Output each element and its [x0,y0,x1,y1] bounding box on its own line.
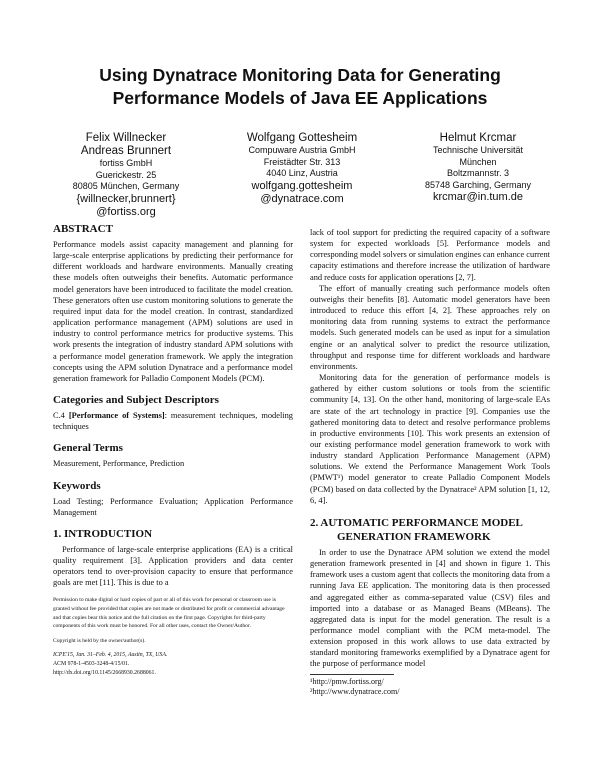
keywords-heading: Keywords [53,479,101,492]
left-column [53,222,293,677]
isbn-line: ACM 978-1-4503-3248-4/15/01. [53,661,130,667]
permission-notice: Permission to make digital or hard copies of part or all of this work for personal or classroom use is granted without fee provided that copies are not made or distributed for profit or commercial advantage and that copies bear this notice and the full citation on the first page. Copyrights for third-party components of this work must be honored. For all other uses, contact the Owner/Author. [53,597,285,630]
author-name: Andreas Brunnert [80,145,172,157]
introduction-heading: 1. INTRODUCTION [53,527,153,540]
footnote-divider [310,674,394,675]
author-name: Felix Willnecker [85,132,167,144]
author-2 [216,132,388,219]
categories-rest: : measurement techniques, modeling techniques [53,411,293,432]
section-2-heading-line: 2. AUTOMATIC PERFORMANCE MODEL [310,516,523,529]
abstract-heading: ABSTRACT [53,223,113,235]
author-affiliation: Boltzmannstr. 3 [446,168,510,178]
copyright-notice: Copyright is held by the owner/author(s). [53,637,146,644]
introduction-text: Performance of large-scale enterprise applications (EA) is a critical quality requirement [3]. Application providers and data center operators tend to over-provision capacity to ensure that performance goals are met [11]. This is due to a [53,544,293,588]
author-affiliation: Technische Universität [432,145,524,155]
title-line-1: Using Dynatrace Monitoring Data for Generating [99,65,501,85]
author-affiliation: 4040 Linz, Austria [266,168,338,178]
general-terms-text: Measurement, Performance, Prediction [53,459,185,469]
author-name: Helmut Krcmar [439,132,517,144]
categories-text [53,410,293,432]
keywords-text: Load Testing; Performance Evaluation; Application Performance Management [53,496,293,517]
section-2-heading [310,516,550,544]
footnote-1: ¹http://pmw.fortiss.org/ [310,676,384,686]
section-2-heading-line: GENERATION FRAMEWORK [337,530,491,543]
author-affiliation: München [459,156,497,167]
paragraph: The effort of manually creating such performance models often outweighs their benefits [8]. Automatic model generators have been introduced to reduce this effort [4, 2]. These approaches rely on monitoring data from running systems to extract the performance models. Such generated models can be used as input for a simulation engine or an analytical solver to predict the resource utilization, throughput and response time for different workloads and hardware environments. [310,283,550,371]
author-email: krcmar@in.tum.de [432,191,524,203]
author-email: @dynatrace.com [260,192,344,205]
doi-line: http://dx.doi.org/10.1145/2668930.2688061. [53,669,156,676]
categories-bold: [Performance of Systems] [68,411,165,421]
author-block [40,132,564,219]
footnote-2: ²http://www.dynatrace.com/ [310,687,400,697]
abstract-text: Performance models assist capacity management and planning for large-scale enterprise applications by predicting their performance for different workloads and hardware environments. Manually creating these models often outweighs their benefits. Automatic performance model generators have been introduced to facilitate the model creation. These generators often use custom monitoring solutions to generate the required input data for the model creation. In contrast, standardized application performance management (APM) solutions are used in industry to control performance metrics for productive systems. This work presents the integration of industry standard APM solutions with a performance model generation framework. We apply the integration concepts using the APM solution Dynatrace and a performance model generation framework for Palladio Component Models (PCM). [53,240,293,383]
author-3 [392,132,564,219]
author-affiliation: 80805 München, Germany [72,181,180,191]
author-affiliation: 85748 Garching, Germany [424,179,532,190]
author-email: wolfgang.gottesheim [251,179,353,192]
author-affiliation: Guerickestr. 25 [95,169,157,180]
author-email: @fortiss.org [96,205,156,218]
general-terms-heading: General Terms [53,442,123,455]
author-name: Wolfgang Gottesheim [246,132,358,144]
author-email: {willnecker,brunnert} [76,192,176,205]
right-column [310,227,550,698]
author-affiliation: Compuware Austria GmbH [248,145,356,155]
paragraph: lack of tool support for predicting the required capacity of a software system for expected workloads [5]. Performance models and corresponding model solvers or simulation engines can enhance current capacity estimations and therefore increase the utilization of hardware and reduce costs for application operations [2, 7]. [310,228,551,282]
paper-title [40,64,560,110]
paragraph: Monitoring data for the generation of performance models is gathered by either custom solutions or tools from the scientific community [4, 13]. On the other hand, monitoring of large-scale EAs are state of the art technology in practice [9]. Companies use the gathered monitoring data to detect and resolve performance problems in productive environments [10]. This work presents an extension of our existing performance model generation framework to work with industry standard Application Performance Management (APM) solutions. We extend the Performance Management Work Tools (PMWT¹) model generator to create Palladio Component Models (PCM) based on data collected by the Dynatrace² APM solution [1, 12, 6, 4]. [310,373,550,505]
author-1 [40,132,212,219]
categories-code: C.4 [53,411,69,421]
conference-line: ICPE'15, Jan. 31–Feb. 4, 2015, Austin, TX, USA. [53,652,168,659]
conference-info [53,651,293,677]
title-line-2: Performance Models of Java EE Applications [112,88,488,108]
categories-heading: Categories and Subject Descriptors [53,394,219,407]
author-affiliation: fortiss GmbH [99,158,153,168]
author-affiliation: Freistädter Str. 313 [263,156,341,167]
paragraph: In order to use the Dynatrace APM solution we extend the model generation framework presented in [4] and shown in figure 1. This framework uses a custom agent that collects the monitoring data from a running Java EE application. The monitoring data is then processed and aggregated either as comma-separated value (CSV) files and imported into a database or as Managed Beans (MBeans). The aggregated data is input for the model generation. The result is a performance model compliant with the PCM meta-model. The extension proposed in this work allows to use data extracted by standard monitoring frameworks exemplified by a Dynatrace agent for the purpose of performance model [310,547,550,669]
